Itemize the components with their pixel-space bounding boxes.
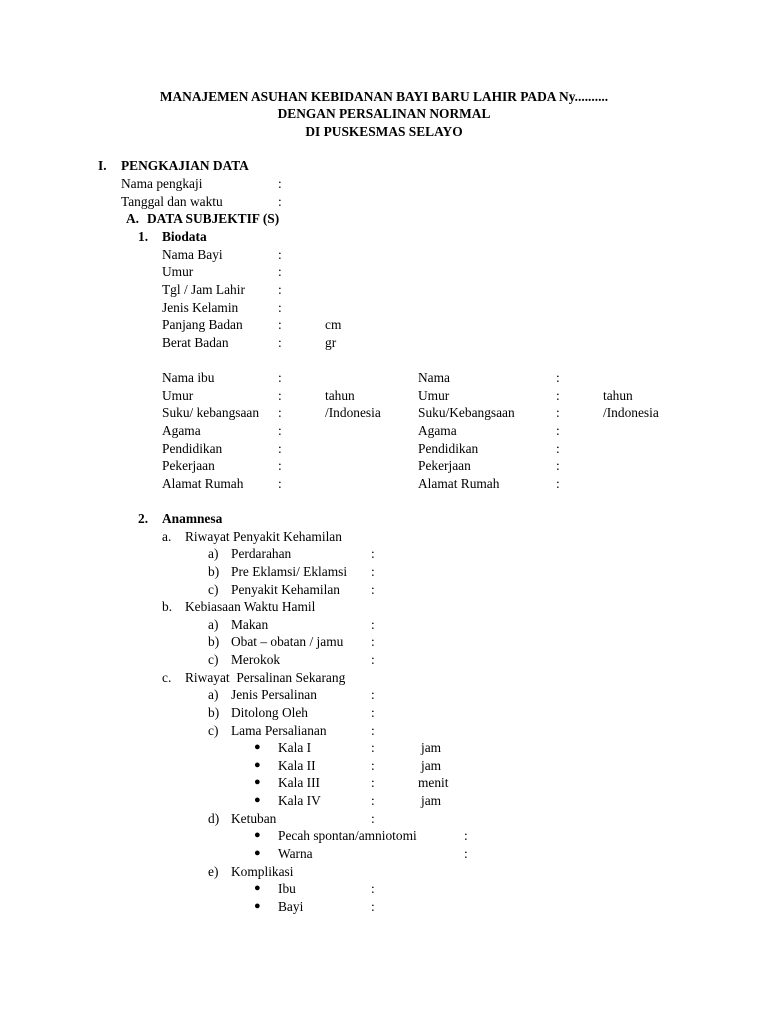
subsection-heading: DATA SUBJEKTIF (S) (147, 211, 280, 226)
riwayat-persalinan-heading: Riwayat Persalinan Sekarang (185, 670, 346, 685)
colon: : (278, 370, 282, 385)
title-line-3: DI PUSKESMAS SELAYO (305, 124, 463, 139)
colon: : (556, 458, 560, 473)
suku-ayah-label: Suku/Kebangsaan (418, 405, 515, 420)
ditolong-oleh-label: Ditolong Oleh (231, 705, 308, 720)
umur-ayah-label: Umur (418, 388, 450, 403)
colon: : (278, 264, 282, 279)
biodata-number: 1. (138, 229, 149, 244)
pecah-spontan-label: Pecah spontan/amniotomi (278, 828, 417, 843)
ibu-label: Ibu (278, 881, 296, 896)
komplikasi-label: Komplikasi (231, 864, 294, 879)
pre-eklamsi-label: Pre Eklamsi/ Eklamsi (231, 564, 348, 579)
colon: : (556, 388, 560, 403)
colon: : (556, 476, 560, 491)
panjang-badan-label: Panjang Badan (162, 317, 243, 332)
kala-unit: jam (421, 740, 442, 755)
colon: : (371, 687, 375, 702)
colon: : (371, 881, 375, 896)
berat-badan-label: Berat Badan (162, 335, 229, 350)
colon: : (278, 300, 282, 315)
umur-ibu-unit: tahun (325, 388, 355, 403)
suku-ayah-suffix: /Indonesia (603, 405, 659, 420)
colon: : (464, 828, 468, 843)
section-heading: PENGKAJIAN DATA (121, 158, 249, 173)
kala-unit: jam (421, 793, 442, 808)
alamat-ayah-label: Alamat Rumah (418, 476, 500, 491)
colon: : (278, 247, 282, 262)
bullet-icon: ● (254, 741, 261, 753)
bullet-icon: ● (254, 882, 261, 894)
list-marker: b) (208, 634, 220, 649)
colon: : (556, 370, 560, 385)
agama-ayah-label: Agama (418, 423, 457, 438)
list-marker: e) (208, 864, 219, 879)
colon: : (371, 775, 375, 790)
list-marker: a) (208, 546, 219, 561)
colon: : (371, 811, 375, 826)
colon: : (371, 546, 375, 561)
colon: : (371, 564, 375, 579)
suku-ibu-label: Suku/ kebangsaan (162, 405, 260, 420)
colon: : (278, 476, 282, 491)
penyakit-kehamilan-label: Penyakit Kehamilan (231, 582, 340, 597)
panjang-badan-unit: cm (325, 317, 342, 332)
colon: : (556, 441, 560, 456)
colon: : (278, 441, 282, 456)
nama-ayah-label: Nama (418, 370, 450, 385)
riwayat-persalinan-letter: c. (162, 670, 172, 685)
bullet-icon: ● (254, 759, 261, 771)
kala-label: Kala III (278, 775, 321, 790)
colon: : (371, 793, 375, 808)
pendidikan-ayah-label: Pendidikan (418, 441, 479, 456)
perdarahan-label: Perdarahan (231, 546, 292, 561)
colon: : (278, 405, 282, 420)
colon: : (556, 423, 560, 438)
kala-unit: menit (418, 775, 449, 790)
subsection-letter: A. (126, 211, 140, 226)
bullet-icon: ● (254, 776, 261, 788)
berat-badan-unit: gr (325, 335, 337, 350)
colon: : (278, 458, 282, 473)
obat-jamu-label: Obat – obatan / jamu (231, 634, 344, 649)
jenis-kelamin-label: Jenis Kelamin (162, 300, 239, 315)
list-marker: d) (208, 811, 220, 826)
kala-label: Kala I (278, 740, 312, 755)
pendidikan-ibu-label: Pendidikan (162, 441, 223, 456)
nama-ibu-label: Nama ibu (162, 370, 215, 385)
colon: : (371, 705, 375, 720)
tgl-jam-lahir-label: Tgl / Jam Lahir (162, 282, 245, 297)
colon: : (371, 617, 375, 632)
colon: : (371, 740, 375, 755)
title-line-2: DENGAN PERSALINAN NORMAL (277, 106, 491, 121)
colon: : (371, 899, 375, 914)
lama-persalinan-label: Lama Persalianan (231, 723, 327, 738)
tanggal-waktu-label: Tanggal dan waktu (121, 194, 223, 209)
colon: : (278, 317, 282, 332)
bullet-icon: ● (254, 900, 261, 912)
colon: : (278, 388, 282, 403)
bullet-icon: ● (254, 847, 261, 859)
ketuban-label: Ketuban (231, 811, 277, 826)
colon: : (371, 723, 375, 738)
anamnesa-number: 2. (138, 511, 149, 526)
anamnesa-heading: Anamnesa (162, 511, 223, 526)
nama-bayi-label: Nama Bayi (162, 247, 223, 262)
bullet-icon: ● (254, 829, 261, 841)
riwayat-penyakit-letter: a. (162, 529, 172, 544)
biodata-heading: Biodata (162, 229, 207, 244)
list-marker: c) (208, 723, 219, 738)
colon: : (278, 194, 282, 209)
pekerjaan-ayah-label: Pekerjaan (418, 458, 471, 473)
pekerjaan-ibu-label: Pekerjaan (162, 458, 215, 473)
list-marker: a) (208, 687, 219, 702)
kebiasaan-heading: Kebiasaan Waktu Hamil (185, 599, 316, 614)
kala-label: Kala IV (278, 793, 321, 808)
riwayat-penyakit-heading: Riwayat Penyakit Kehamilan (185, 529, 342, 544)
list-marker: b) (208, 705, 220, 720)
umur-ayah-unit: tahun (603, 388, 633, 403)
colon: : (371, 634, 375, 649)
colon: : (278, 176, 282, 191)
list-marker: a) (208, 617, 219, 632)
kebiasaan-letter: b. (162, 599, 173, 614)
kala-label: Kala II (278, 758, 316, 773)
merokok-label: Merokok (231, 652, 281, 667)
colon: : (464, 846, 468, 861)
nama-pengkaji-label: Nama pengkaji (121, 176, 203, 191)
section-number: I. (98, 158, 107, 173)
makan-label: Makan (231, 617, 269, 632)
colon: : (278, 335, 282, 350)
colon: : (371, 758, 375, 773)
colon: : (371, 652, 375, 667)
jenis-persalinan-label: Jenis Persalinan (231, 687, 317, 702)
colon: : (371, 582, 375, 597)
list-marker: c) (208, 582, 219, 597)
list-marker: c) (208, 652, 219, 667)
suku-ibu-suffix: /Indonesia (325, 405, 381, 420)
bayi-label: Bayi (278, 899, 304, 914)
kala-unit: jam (421, 758, 442, 773)
colon: : (278, 423, 282, 438)
agama-ibu-label: Agama (162, 423, 201, 438)
warna-label: Warna (278, 846, 313, 861)
colon: : (556, 405, 560, 420)
alamat-ibu-label: Alamat Rumah (162, 476, 244, 491)
colon: : (278, 282, 282, 297)
title-line-1: MANAJEMEN ASUHAN KEBIDANAN BAYI BARU LAHIR PADA Ny.......... (159, 89, 609, 104)
umur-bayi-label: Umur (162, 264, 194, 279)
umur-ibu-label: Umur (162, 388, 194, 403)
list-marker: b) (208, 564, 220, 579)
bullet-icon: ● (254, 794, 261, 806)
